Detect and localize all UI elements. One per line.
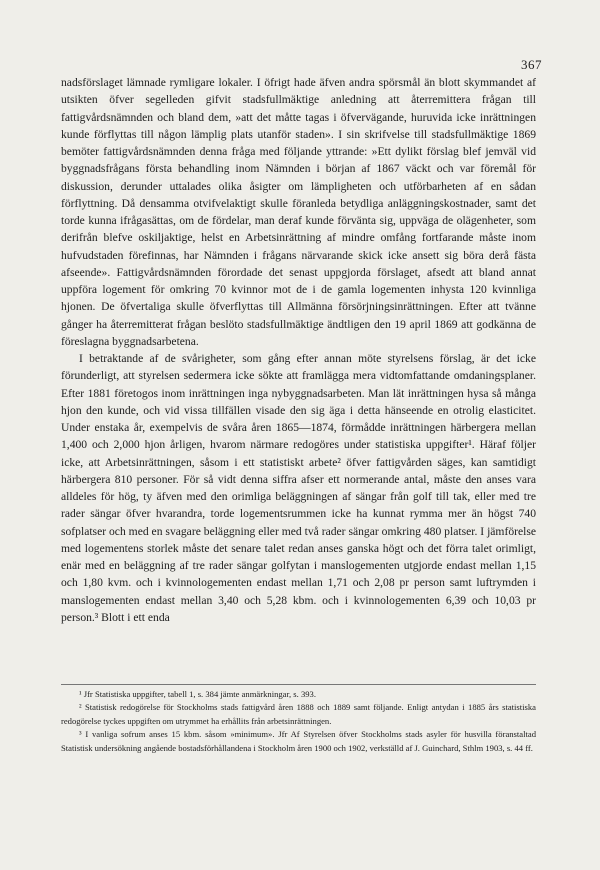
- body-text: [61, 74, 536, 626]
- footnote: ¹ Jfr Statistiska uppgifter, tabell 1, s. 384 jämte anmärkningar, s. 393.: [79, 689, 316, 699]
- paragraph: nadsförslaget lämnade rymligare lokaler. I öfrigt hade äfven andra spörsmål än blott skymmandet af utsikten öfver segelleden gifvit stadsfullmäktige anledning att återremittera frågan till fattigvårdsnämnden och bland dem, »att det måtte tagas i öfvervägande, huruvida icke inrättningen kunde förflyttas till någon lämplig plats utanför staden». I sin skrifvelse till stadsfullmäktige 1869 bemöter fattigvårdsnämnden denna fråga med följande yttrande: »Ett dylikt förslag blef jemväl vid byggnadsfrågans första behandling inom Nämnden i början af 1867 väckt och var föremål för diskussion, derunder uttalades olika åsigter om lämpligheten och utförbarheten af en sådan förflyttning. Då densamma otvifvelaktigt skulle föranleda betydliga anläggningskostnader, samt det torde kunna ifrågasättas, om de fördelar, man deraf kunde förvänta sig, uppväga de olägenheter, som derifrån blefve oskiljaktige, helst en Arbetsinrättning af mindre omfång fortfarande måste inom hufvudstaden förefinnas, har Nämnden i frågans närvarande skick icke ansett sig böra derå fästa afseende». Fattigvårdsnämnden förordade det senast uppgjorda förslaget, afsedt att bland annat uppföra logement för omkring 70 kvinnor mot de i de gamla logementen inhysta 120 kvinnliga hjonen. De öfvertaliga skulle öfverflyttas till Allmänna försörjningsinrättningen. Efter att tvänne gånger ha återremitterat frågan beslöto stadsfullmäktige ändtligen den 19 april 1869 att godkänna de föreslagna byggnadsarbetena.: [61, 76, 536, 348]
- paragraph: I betraktande af de svårigheter, som gång efter annan möte styrelsens förslag, är det icke förunderligt, att styrelsen sedermera icke sökte att framlägga mera vidtomfattande omdaningsplaner. Efter 1881 företogos inom inrättningen inga nybyggnadsarbeten. Man lät inrättningen hysa så många hjon den kunde, och vid vissa tillfällen visade den sig äga i detta hänseende en otrolig elasticitet. Under enstaka år, exempelvis de svåra åren 1865—1874, förmådde inrättningen härbergera mellan 1,400 och 2,000 hjon årligen, hvarom närmare redogöres under statistiska uppgifter¹. Häraf följer icke, att Arbetsinrättningen, såsom i ett statistiskt arbete² öfver fattigvården säges, kan samtidigt härbergera 810 personer. För så vidt denna siffra afser ett normerande antal, måste den anses vara alldeles för hög, ty äfven med den orimliga beläggningen af sängar från golf till tak, eller med tre rader sängar öfver hvarandra, torde logementsrummen icke ha kunnat rymma mer än högst 740 sofplatser och med en svagare beläggning eller med två rader sängar omkring 480 platser. I jämförelse med logementens storlek måste det senare talet redan anses ganska högt och det förra talet orimligt, enär med en beläggning af tre rader sängar golfytan i manslogementen utgjorde endast mellan 1,15 och 1,80 kvm. och i kvinnologementen endast mellan 1,71 och 2,08 pr person samt luftrymden i manslogementen endast mellan 3,40 och 5,28 kbm. och i kvinnologementen 6,39 och 10,03 pr person.³ Blott i ett enda: [61, 352, 536, 624]
- footnote: ² Statistisk redogörelse för Stockholms stads fattigvård åren 1888 och 1889 samt följande. Enligt antydan i 1885 års statistiska redogörelse tyckes uppgiften om utrymmet ha erhållits från arbetsinrättningen.: [61, 702, 536, 726]
- page-number: 367: [521, 57, 542, 72]
- footnotes: [61, 684, 536, 755]
- footnote: ³ I vanliga sofrum anses 15 kbm. såsom »minimum». Jfr Af Styrelsen öfver Stockholms stads asyler för husvilla föranstaltad Statistisk undersökning angående bostadsförhållandena i Stockholm åren 1900 och 1902, verkställd af J. Guinchard, Sthlm 1903, s. 44 ff.: [61, 729, 536, 753]
